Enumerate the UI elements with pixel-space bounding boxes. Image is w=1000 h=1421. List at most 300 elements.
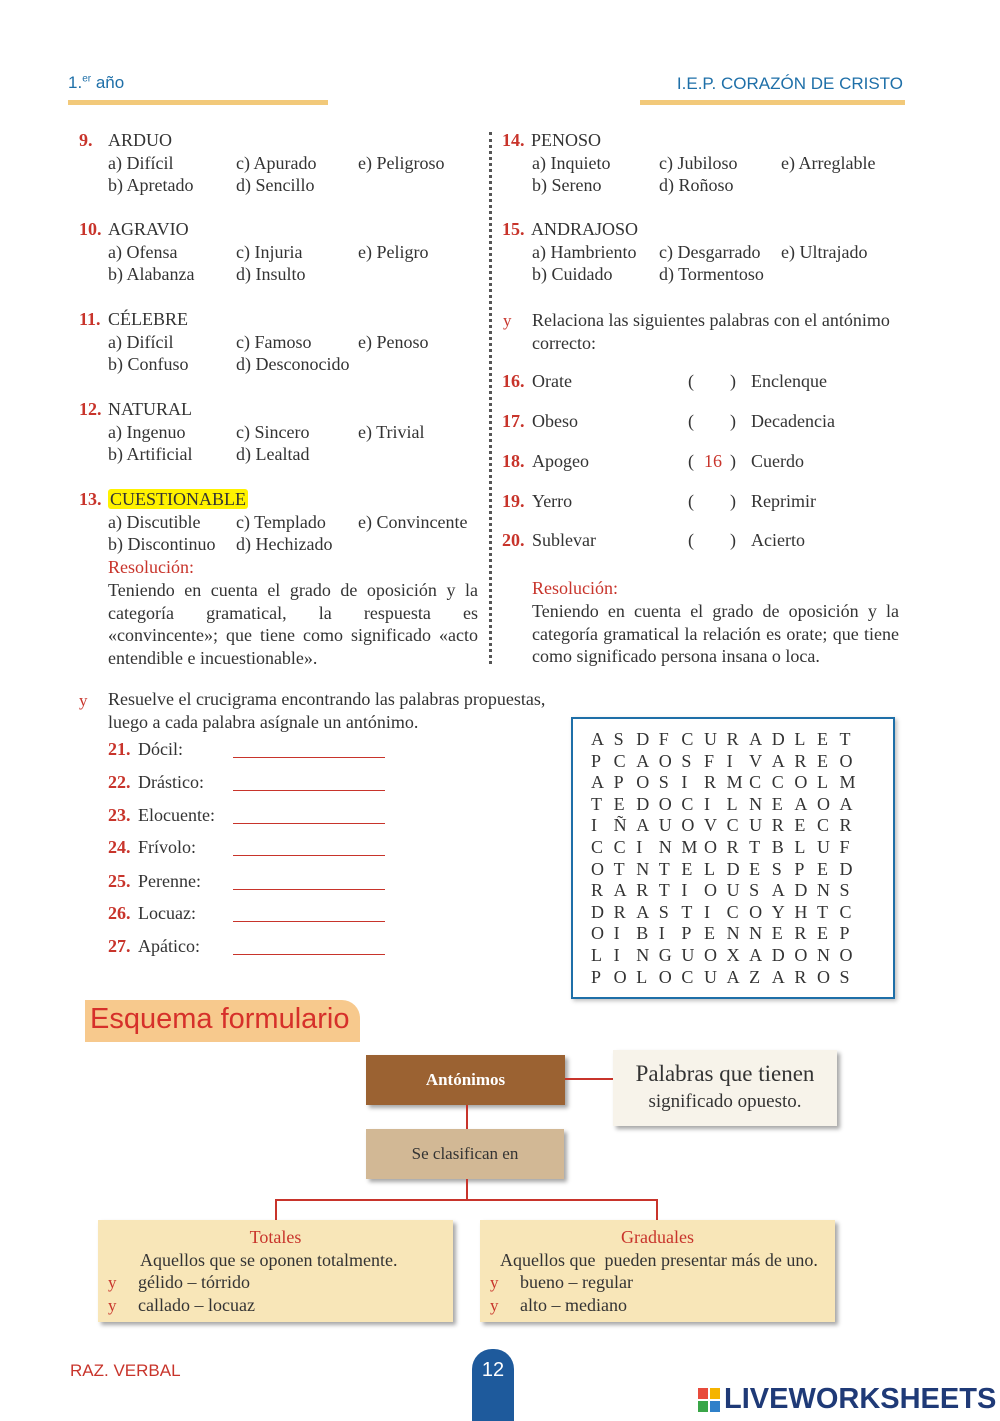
grid-letter[interactable]: O bbox=[658, 966, 672, 987]
grid-letter[interactable]: A bbox=[749, 945, 763, 965]
question-number: 9. bbox=[79, 130, 93, 150]
subject-label: RAZ. VERBAL bbox=[70, 1361, 181, 1380]
grid-letter[interactable]: E bbox=[816, 729, 828, 749]
option-a[interactable]: a) Difícil bbox=[108, 332, 174, 352]
graduales-bullet-1: y bbox=[490, 1273, 499, 1292]
grid-letter[interactable]: D bbox=[839, 858, 853, 879]
right-resolution-label: Resolución: bbox=[532, 578, 618, 598]
grid-letter[interactable]: O bbox=[794, 772, 808, 793]
grid-letter[interactable]: M bbox=[726, 772, 743, 793]
grid-letter[interactable]: M bbox=[681, 837, 698, 857]
grid-letter[interactable]: R bbox=[794, 923, 807, 944]
grid-letter[interactable]: A bbox=[771, 750, 785, 771]
option-a[interactable]: a) Discutible bbox=[108, 512, 201, 532]
match-number: 20. bbox=[502, 530, 525, 550]
match-antonym: Acierto bbox=[751, 530, 805, 550]
grid-letter[interactable]: N bbox=[636, 858, 650, 879]
grid-letter[interactable]: A bbox=[771, 880, 785, 901]
classify-label: Se clasifican en bbox=[411, 1144, 519, 1163]
question-word-text: AGRAVIO bbox=[108, 219, 189, 239]
definition-line-1: Palabras que tienen bbox=[635, 1061, 815, 1086]
option-b[interactable]: b) Discontinuo bbox=[108, 534, 216, 554]
option-c[interactable]: c) Jubiloso bbox=[659, 153, 738, 173]
grid-letter[interactable]: O bbox=[703, 880, 717, 901]
antonym-answer-line[interactable] bbox=[233, 790, 385, 791]
graduales-example-1: bueno – regular bbox=[520, 1272, 633, 1292]
grid-letter[interactable]: E bbox=[816, 923, 828, 944]
grid-letter[interactable]: G bbox=[658, 945, 672, 965]
grid-letter[interactable]: F bbox=[658, 729, 669, 749]
grid-letter[interactable]: I bbox=[636, 837, 643, 857]
grid-letter[interactable]: T bbox=[839, 729, 851, 749]
question-word-text: PENOSO bbox=[531, 130, 602, 150]
question-word bbox=[108, 129, 172, 152]
crossword-word: Apático: bbox=[138, 936, 200, 956]
page-number-tab bbox=[472, 1349, 514, 1421]
question-number: 14. bbox=[502, 130, 525, 150]
option-c[interactable]: c) Templado bbox=[236, 512, 326, 532]
match-antonym: Cuerdo bbox=[751, 451, 804, 471]
grid-letter[interactable]: C bbox=[613, 750, 626, 771]
option-c[interactable]: c) Injuria bbox=[236, 242, 303, 262]
grid-letter[interactable]: S bbox=[681, 750, 692, 771]
grid-row bbox=[591, 945, 862, 966]
grid-letter[interactable]: T bbox=[613, 858, 625, 879]
grid-letter[interactable]: I bbox=[658, 923, 665, 944]
option-c[interactable]: c) Apurado bbox=[236, 153, 317, 173]
grid-letter[interactable]: T bbox=[816, 901, 828, 922]
grid-letter[interactable]: O bbox=[658, 793, 672, 814]
grid-row bbox=[591, 751, 862, 772]
match-word: Orate bbox=[532, 371, 572, 391]
grid-letter[interactable]: O bbox=[703, 837, 717, 857]
match-antonym: Reprimir bbox=[751, 491, 816, 511]
grid-row bbox=[591, 923, 862, 944]
grid-letter[interactable]: E bbox=[816, 858, 828, 879]
match-antonym: Enclenque bbox=[751, 371, 827, 391]
grid-row bbox=[591, 815, 862, 836]
grid-letter[interactable]: C bbox=[839, 901, 852, 922]
paren-close: ) bbox=[730, 451, 736, 471]
grid-letter[interactable]: B bbox=[636, 923, 649, 944]
match-word: Obeso bbox=[532, 411, 578, 431]
grid-letter[interactable]: P bbox=[613, 772, 624, 793]
option-d[interactable]: d) Desconocido bbox=[236, 354, 350, 374]
grid-row bbox=[591, 772, 862, 793]
liveworksheets-brand[interactable]: LIVEWORKSHEETS bbox=[724, 1383, 997, 1415]
option-b[interactable]: b) Confuso bbox=[108, 354, 189, 374]
grid-letter[interactable]: E bbox=[816, 750, 828, 771]
school-name: I.E.P. CORAZÓN DE CRISTO bbox=[676, 74, 903, 93]
grid-letter[interactable]: F bbox=[703, 750, 714, 771]
grid-letter[interactable]: O bbox=[749, 901, 763, 922]
paren-close: ) bbox=[730, 371, 736, 391]
option-a[interactable]: a) Ingenuo bbox=[108, 422, 186, 442]
grid-letter[interactable]: Z bbox=[749, 966, 761, 987]
grid-letter[interactable]: I bbox=[613, 923, 620, 944]
grid-letter[interactable]: O bbox=[613, 966, 627, 987]
grid-letter[interactable]: R bbox=[636, 880, 649, 901]
grid-letter[interactable]: N bbox=[816, 945, 830, 965]
grid-letter[interactable]: P bbox=[794, 858, 805, 879]
paren-open: ( bbox=[688, 491, 694, 511]
grid-letter[interactable]: V bbox=[749, 750, 763, 771]
grid-letter[interactable]: C bbox=[613, 837, 626, 857]
grid-letter[interactable]: X bbox=[726, 945, 740, 965]
totales-bullet-1: y bbox=[108, 1273, 117, 1292]
grid-letter[interactable]: O bbox=[591, 858, 604, 879]
grid-letter[interactable]: I bbox=[591, 815, 597, 836]
grid-letter[interactable]: C bbox=[749, 772, 762, 793]
crossword-word: Perenne: bbox=[138, 871, 201, 891]
grid-letter[interactable]: P bbox=[839, 923, 850, 944]
grid-letter[interactable]: C bbox=[681, 966, 694, 987]
grid-row bbox=[591, 794, 862, 815]
crossword-word: Frívolo: bbox=[138, 837, 197, 857]
grid-letter[interactable]: M bbox=[839, 772, 856, 793]
bullet-crossword: y bbox=[79, 691, 88, 710]
scheme-title: Esquema formulario bbox=[90, 1003, 350, 1035]
grid-letter[interactable]: N bbox=[658, 837, 672, 857]
grid-row bbox=[591, 859, 862, 880]
option-b[interactable]: b) Apretado bbox=[108, 175, 194, 195]
match-word: Yerro bbox=[532, 491, 573, 511]
option-b[interactable]: b) Sereno bbox=[532, 175, 602, 195]
grid-letter[interactable]: C bbox=[816, 815, 829, 836]
option-a[interactable]: a) Inquieto bbox=[532, 153, 611, 173]
grid-letter[interactable]: S bbox=[839, 966, 850, 987]
grid-letter[interactable]: O bbox=[681, 815, 695, 836]
grid-letter[interactable]: V bbox=[703, 815, 717, 836]
question-word bbox=[108, 398, 192, 421]
graduales-desc: Aquellos que pueden presentar más de uno. bbox=[500, 1250, 818, 1270]
option-a[interactable]: a) Ofensa bbox=[108, 242, 178, 262]
grid-letter[interactable]: N bbox=[749, 923, 763, 944]
paren-close: ) bbox=[730, 491, 736, 511]
scheme-title-tab bbox=[85, 1000, 360, 1042]
grid-letter[interactable]: E bbox=[794, 815, 806, 836]
question-number: 11. bbox=[79, 309, 101, 329]
option-e[interactable]: e) Trivial bbox=[358, 422, 425, 442]
antonym-answer-line[interactable] bbox=[233, 889, 385, 890]
grid-letter[interactable]: P bbox=[591, 966, 602, 987]
grid-letter[interactable]: S bbox=[658, 901, 669, 922]
match-number: 18. bbox=[502, 451, 525, 471]
grid-letter[interactable]: C bbox=[771, 772, 784, 793]
grid-letter[interactable]: S bbox=[839, 880, 850, 901]
grid-letter[interactable]: U bbox=[703, 966, 717, 987]
option-e[interactable]: e) Penoso bbox=[358, 332, 429, 352]
grid-letter[interactable]: R bbox=[703, 772, 716, 793]
option-b[interactable]: b) Cuidado bbox=[532, 264, 613, 284]
antonym-answer-line[interactable] bbox=[233, 855, 385, 856]
grid-letter[interactable]: A bbox=[591, 729, 604, 749]
grid-letter[interactable]: A bbox=[726, 966, 740, 987]
option-d[interactable]: d) Lealtad bbox=[236, 444, 310, 464]
connector-graduales bbox=[656, 1199, 658, 1221]
grid-letter[interactable]: E bbox=[749, 858, 761, 879]
grid-letter[interactable]: N bbox=[816, 880, 830, 901]
grid-letter[interactable]: O bbox=[794, 945, 808, 965]
grid-letter[interactable]: F bbox=[839, 837, 850, 857]
option-b[interactable]: b) Alabanza bbox=[108, 264, 195, 284]
question-word bbox=[108, 308, 188, 331]
question-word-text: ANDRAJOSO bbox=[531, 219, 639, 239]
grid-letter[interactable]: A bbox=[636, 901, 650, 922]
grid-letter[interactable]: O bbox=[658, 750, 672, 771]
grid-letter[interactable]: E bbox=[681, 858, 693, 879]
grid-letter[interactable]: D bbox=[636, 729, 650, 749]
question-number: 10. bbox=[79, 219, 102, 239]
connector-classify-top bbox=[466, 1105, 468, 1129]
grid-letter[interactable]: C bbox=[726, 815, 739, 836]
grid-letter[interactable]: U bbox=[726, 880, 740, 901]
grid-letter[interactable]: L bbox=[726, 793, 738, 814]
grid-letter[interactable]: O bbox=[703, 945, 717, 965]
grade-label: 1.$^{er}$ año bbox=[68, 73, 125, 92]
graduales-title: Graduales bbox=[621, 1227, 694, 1247]
grid-letter[interactable]: I bbox=[681, 772, 688, 793]
grid-letter[interactable]: R bbox=[726, 729, 739, 749]
match-number: 17. bbox=[502, 411, 525, 431]
crossword-instruction: Resuelve el crucigrama encontrando las palabras propuestas, luego a cada palabra asígnale un antónimo. bbox=[108, 689, 546, 732]
grid-letter[interactable]: R bbox=[771, 815, 784, 836]
paren-open: ( bbox=[688, 530, 694, 550]
grid-letter[interactable]: R bbox=[839, 815, 852, 836]
option-c[interactable]: c) Sincero bbox=[236, 422, 310, 442]
grid-letter[interactable]: O bbox=[591, 923, 604, 944]
totales-example-1: gélido – tórrido bbox=[138, 1272, 250, 1292]
left-resolution-label: Resolución: bbox=[108, 557, 194, 577]
classify-box bbox=[366, 1129, 564, 1179]
grid-row bbox=[591, 837, 862, 858]
crossword-word: Drástico: bbox=[138, 772, 204, 792]
grid-letter[interactable]: R bbox=[591, 880, 604, 901]
grid-letter[interactable]: A bbox=[749, 729, 763, 749]
grid-letter[interactable]: O bbox=[816, 966, 830, 987]
grid-letter[interactable]: U bbox=[816, 837, 830, 857]
grid-letter[interactable]: P bbox=[591, 750, 602, 771]
crossword-number: 26. bbox=[108, 903, 131, 923]
grid-letter[interactable]: Ñ bbox=[613, 815, 627, 836]
option-d[interactable]: d) Roñoso bbox=[659, 175, 734, 195]
antonimos-box bbox=[366, 1055, 565, 1105]
grid-letter[interactable]: A bbox=[613, 880, 627, 901]
question-word bbox=[108, 488, 248, 511]
grid-letter[interactable]: B bbox=[771, 837, 784, 857]
totales-example-2: callado – locuaz bbox=[138, 1295, 255, 1315]
left-resolution-text: Teniendo en cuenta el grado de oposición y la categoría gramatical, la respuesta es «convincente»; que tiene como significado «acto entendible e incuestionable». bbox=[108, 580, 478, 668]
grid-letter[interactable]: L bbox=[794, 837, 806, 857]
connector-definition bbox=[565, 1078, 613, 1080]
crossword-number: 23. bbox=[108, 805, 131, 825]
grid-letter[interactable]: D bbox=[591, 901, 604, 922]
grid-letter[interactable]: D bbox=[636, 793, 650, 814]
question-word-text: NATURAL bbox=[108, 399, 192, 419]
option-e[interactable]: e) Peligroso bbox=[358, 153, 445, 173]
crossword-number: 22. bbox=[108, 772, 131, 792]
option-d[interactable]: d) Sencillo bbox=[236, 175, 315, 195]
option-d[interactable]: d) Tormentoso bbox=[659, 264, 764, 284]
grid-letter[interactable]: T bbox=[658, 880, 670, 901]
grid-letter[interactable]: T bbox=[591, 793, 602, 814]
option-d[interactable]: d) Insulto bbox=[236, 264, 306, 284]
page-number: 12 bbox=[481, 1359, 505, 1381]
column-divider bbox=[489, 132, 492, 664]
grid-letter[interactable]: C bbox=[591, 837, 604, 857]
graduales-bullet-2: y bbox=[490, 1296, 499, 1315]
grid-letter[interactable]: I bbox=[681, 880, 688, 901]
option-e[interactable]: e) Ultrajado bbox=[781, 242, 868, 262]
grid-letter[interactable]: L bbox=[591, 945, 602, 965]
option-e[interactable]: e) Convincente bbox=[358, 512, 468, 532]
grid-letter[interactable]: R bbox=[726, 837, 739, 857]
match-number: 16. bbox=[502, 371, 525, 391]
grid-letter[interactable]: S bbox=[613, 729, 624, 749]
grid-letter[interactable]: I bbox=[703, 793, 710, 814]
grid-letter[interactable]: E bbox=[613, 793, 625, 814]
option-e[interactable]: e) Peligro bbox=[358, 242, 429, 262]
match-word: Apogeo bbox=[532, 451, 589, 471]
grid-letter[interactable]: P bbox=[681, 923, 692, 944]
match-antonym: Decadencia bbox=[751, 411, 835, 431]
grid-letter[interactable]: O bbox=[816, 793, 830, 814]
grid-letter[interactable]: A bbox=[636, 815, 650, 836]
grid-row bbox=[591, 967, 862, 988]
totales-desc: Aquellos que se oponen totalmente. bbox=[140, 1250, 398, 1270]
grid-letter[interactable]: U bbox=[658, 815, 672, 836]
option-c[interactable]: c) Desgarrado bbox=[659, 242, 761, 262]
grid-letter[interactable]: E bbox=[703, 923, 715, 944]
grid-row bbox=[591, 729, 862, 750]
crossword-number: 27. bbox=[108, 936, 131, 956]
grid-letter[interactable]: Y bbox=[771, 901, 785, 922]
connector-classify-bottom bbox=[466, 1179, 468, 1201]
grid-letter[interactable]: H bbox=[794, 901, 808, 922]
paren-close: ) bbox=[730, 530, 736, 550]
antonym-answer-line[interactable] bbox=[233, 954, 385, 955]
grid-letter[interactable]: I bbox=[726, 750, 733, 771]
totales-bullet-2: y bbox=[108, 1296, 117, 1315]
grid-letter[interactable]: D bbox=[771, 945, 785, 965]
grid-letter[interactable]: C bbox=[726, 901, 739, 922]
question-word bbox=[531, 129, 601, 152]
grid-letter[interactable]: N bbox=[726, 923, 740, 944]
grid-letter[interactable]: I bbox=[703, 901, 710, 922]
grid-letter[interactable]: L bbox=[703, 858, 715, 879]
grid-letter[interactable]: N bbox=[749, 793, 763, 814]
option-e[interactable]: e) Arreglable bbox=[781, 153, 876, 173]
grid-letter[interactable]: S bbox=[771, 858, 782, 879]
grid-letter[interactable]: T bbox=[658, 858, 670, 879]
totales-title: Totales bbox=[249, 1227, 302, 1247]
header-bar-left bbox=[68, 100, 328, 105]
grid-letter[interactable]: A bbox=[636, 750, 650, 771]
grid-letter[interactable]: A bbox=[771, 966, 785, 987]
match-number: 19. bbox=[502, 491, 525, 511]
grid-letter[interactable]: R bbox=[794, 966, 807, 987]
header-bar-right bbox=[640, 100, 905, 105]
antonym-answer-line[interactable] bbox=[233, 921, 385, 922]
paren-open: ( bbox=[688, 371, 694, 391]
grid-letter[interactable]: O bbox=[839, 750, 853, 771]
grid-letter[interactable]: E bbox=[771, 923, 783, 944]
grid-letter[interactable]: S bbox=[749, 880, 760, 901]
question-number: 13. bbox=[79, 489, 102, 509]
grid-letter[interactable]: C bbox=[681, 793, 694, 814]
question-word-text: CÉLEBRE bbox=[108, 309, 188, 329]
crossword-word: Dócil: bbox=[138, 739, 183, 759]
definition-box bbox=[613, 1050, 837, 1126]
question-word-text: ARDUO bbox=[108, 130, 173, 150]
connector-totales bbox=[275, 1199, 277, 1221]
grid-letter[interactable]: L bbox=[636, 966, 648, 987]
grid-letter[interactable]: U bbox=[749, 815, 763, 836]
option-a[interactable]: a) Difícil bbox=[108, 153, 174, 173]
question-word-text: CUESTIONABLE bbox=[110, 489, 246, 509]
grid-letter[interactable]: D bbox=[794, 880, 808, 901]
crossword-word: Elocuente: bbox=[138, 805, 215, 825]
grid-letter[interactable]: D bbox=[771, 729, 785, 749]
grid-letter[interactable]: T bbox=[749, 837, 761, 857]
grid-letter[interactable]: U bbox=[681, 945, 695, 965]
grid-letter[interactable]: O bbox=[839, 945, 853, 965]
antonimos-label: Antónimos bbox=[425, 1070, 506, 1089]
option-c[interactable]: c) Famoso bbox=[236, 332, 312, 352]
graduales-example-2: alto – mediano bbox=[520, 1295, 627, 1315]
question-word bbox=[108, 218, 189, 241]
grid-letter[interactable]: S bbox=[658, 772, 669, 793]
grid-letter[interactable]: N bbox=[636, 945, 650, 965]
bullet-relate: y bbox=[503, 311, 512, 330]
option-b[interactable]: b) Artificial bbox=[108, 444, 193, 464]
definition-line-2: significado opuesto. bbox=[648, 1091, 802, 1112]
word-search-grid bbox=[571, 717, 895, 999]
grid-letter[interactable]: U bbox=[703, 729, 717, 749]
grid-letter[interactable]: R bbox=[794, 750, 807, 771]
paren-close: ) bbox=[730, 411, 736, 431]
grid-letter[interactable]: L bbox=[816, 772, 828, 793]
connector-branch bbox=[275, 1199, 658, 1201]
graduales-box bbox=[480, 1220, 835, 1322]
grid-letter[interactable]: C bbox=[681, 729, 694, 749]
grid-letter[interactable]: I bbox=[613, 945, 620, 965]
grid-row bbox=[591, 902, 862, 923]
grid-letter[interactable]: A bbox=[839, 793, 853, 814]
antonym-answer-line[interactable] bbox=[233, 757, 385, 758]
grid-letter[interactable]: A bbox=[794, 793, 808, 814]
question-number: 12. bbox=[79, 399, 102, 419]
antonym-answer-line[interactable] bbox=[233, 823, 385, 824]
crossword-number: 21. bbox=[108, 739, 131, 759]
option-a[interactable]: a) Hambriento bbox=[532, 242, 637, 262]
grid-letter[interactable]: T bbox=[681, 901, 693, 922]
grid-letter[interactable]: A bbox=[591, 772, 604, 793]
crossword-number: 25. bbox=[108, 871, 131, 891]
grid-row bbox=[591, 880, 862, 901]
grid-letter[interactable]: E bbox=[771, 793, 783, 814]
question-number: 15. bbox=[502, 219, 525, 239]
paren-open: ( bbox=[688, 411, 694, 431]
grid-letter[interactable]: R bbox=[613, 901, 626, 922]
grid-letter[interactable]: L bbox=[794, 729, 806, 749]
crossword-word: Locuaz: bbox=[138, 903, 196, 923]
option-d[interactable]: d) Hechizado bbox=[236, 534, 333, 554]
right-resolution-text: Teniendo en cuenta el grado de oposición y la categoría gramatical la relación es orate; que tiene como significado persona insana o loca. bbox=[532, 601, 899, 666]
grid-letter[interactable]: D bbox=[726, 858, 740, 879]
grid-letter[interactable]: O bbox=[636, 772, 650, 793]
match-answer-input[interactable]: 16 bbox=[704, 451, 722, 471]
